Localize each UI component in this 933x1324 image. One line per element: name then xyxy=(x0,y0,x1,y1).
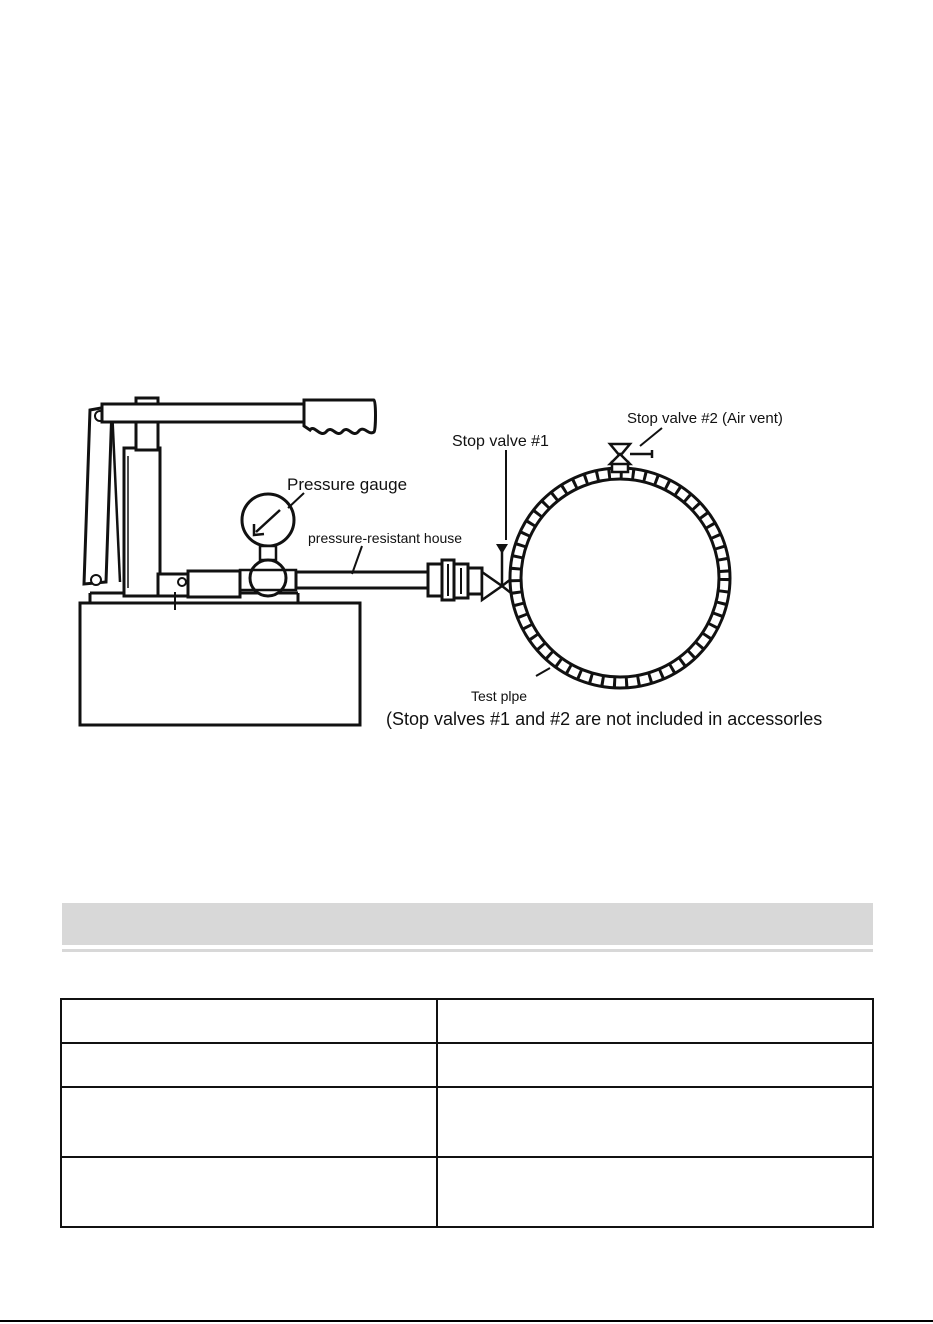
spec-table xyxy=(60,998,874,1228)
page-bottom-rule xyxy=(0,1320,933,1322)
test-pipe-icon xyxy=(510,468,730,688)
table-cell xyxy=(61,1087,437,1157)
pressure-gauge-label: Pressure gauge xyxy=(287,475,408,494)
table-cell xyxy=(437,1043,873,1087)
test-pipe-label: Test plpe xyxy=(471,688,528,704)
section-divider xyxy=(62,949,873,952)
pressure-hose xyxy=(296,572,430,588)
table-row xyxy=(61,999,873,1043)
hose-label: pressure-resistant house xyxy=(308,530,463,546)
pump-base xyxy=(80,593,360,725)
table-cell xyxy=(437,1157,873,1227)
table-cell xyxy=(437,1087,873,1157)
table-cell xyxy=(61,999,437,1043)
table-cell xyxy=(61,1157,437,1227)
stop-valve-2-label: Stop valve #2 (Air vent) xyxy=(627,410,783,427)
pressure-test-diagram xyxy=(62,378,872,740)
table-cell xyxy=(437,999,873,1043)
table-row xyxy=(61,1087,873,1157)
table-cell xyxy=(61,1043,437,1087)
table-row xyxy=(61,1157,873,1227)
table-row xyxy=(61,1043,873,1087)
accessories-note: (Stop valves #1 and #2 are not included in accessorles xyxy=(386,709,823,729)
stop-valve-1-label: Stop valve #1 xyxy=(452,433,549,450)
section-header-bar xyxy=(62,903,873,945)
